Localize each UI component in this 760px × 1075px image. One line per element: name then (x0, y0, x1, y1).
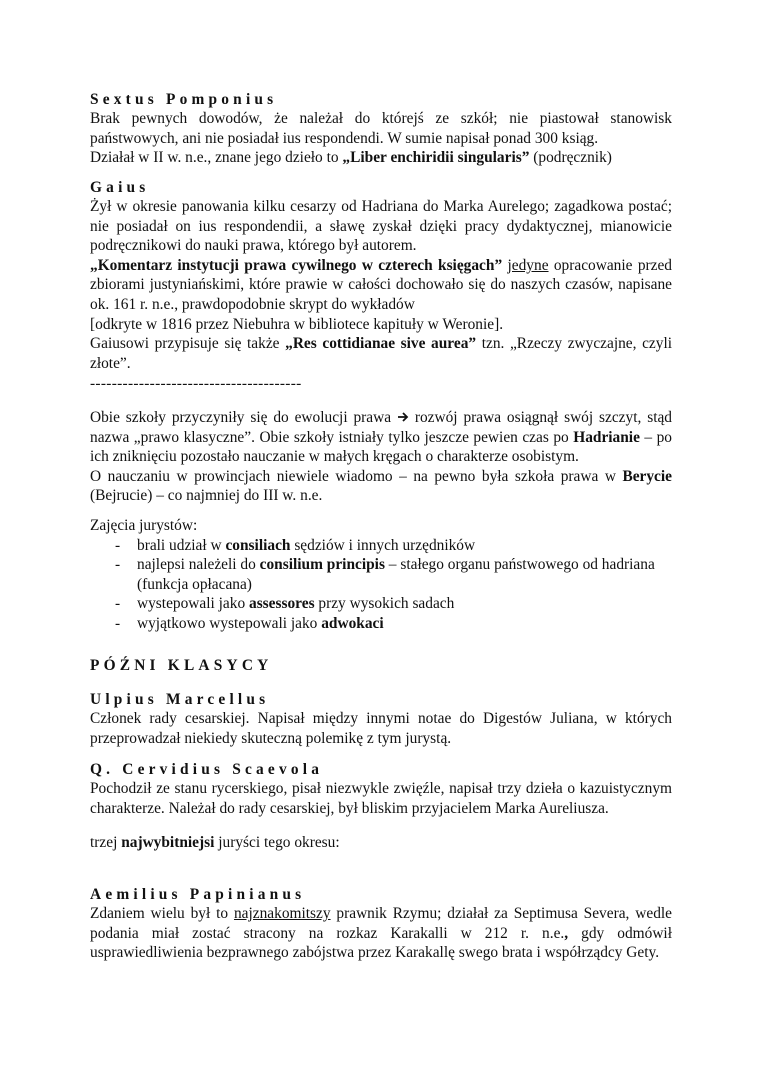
text: przy wysokich sadach (314, 595, 455, 613)
underlined-text: jedyne (507, 256, 549, 274)
text: Gaiusowi przypisuje się także (90, 335, 286, 353)
text: O nauczaniu w prowincjach niewiele wiadomo – na pewno była szkoła prawa w (90, 467, 623, 485)
underlined-text: najznakomitszy (233, 905, 331, 922)
dash-bullet: - (115, 536, 121, 554)
dash-bullet: - (115, 614, 121, 632)
duties-list (90, 536, 672, 634)
bold-text: consilium principis (259, 556, 385, 574)
bold-comma: , (564, 924, 569, 942)
bold-text: adwokaci (321, 614, 384, 632)
heading-scaevola: Q. Cervidius Scaevola (90, 761, 324, 778)
paragraph (90, 334, 672, 373)
work-title: „Liber enchiridii singularis” (342, 149, 530, 167)
paragraph: Pochodził ze stanu rycerskiego, pisał niezwykle zwięźle, napisał trzy dzieła o kazuistycznym charakterze. Należał do rady cesarskiej, był bliskim przyjacielem Marka Aureliusza. (90, 780, 672, 817)
text: wyjątkowo wystepowali jako (137, 614, 322, 632)
section-pomponius (90, 109, 672, 168)
text: opracowanie przed zbiorami justyniańskimi, które prawie w całości dochowało się do naszych czasów, napisane ok. 161 r. n.e., prawdopodobnie skrypt do wykładów (90, 256, 673, 313)
paragraph: Członek rady cesarskiej. Napisał między innymi notae do Digestów Juliana, w których przeprowadzał niekiedy skuteczną polemikę z tym jurystą. (90, 710, 672, 747)
text: Działał w II w. n.e., znane jego dzieło to (90, 149, 343, 167)
paragraph (90, 148, 672, 168)
section-gaius (90, 197, 672, 373)
paragraph (90, 408, 672, 467)
three-jurists-line (90, 833, 672, 853)
work-title: „Komentarz instytucji prawa cywilnego w czterech księgach” (90, 256, 503, 274)
text: tzn. „Rzeczy zwyczajne, czyli złote”. (90, 335, 673, 372)
text: Obie szkoły przyczyniły się do ewolucji prawa (90, 409, 397, 426)
list-intro: Zajęcia jurystów: (90, 517, 198, 534)
text: – stałego organu państwowego od hadriana (funkcja opłacana) (137, 556, 655, 593)
text: trzej (90, 834, 122, 851)
text: juryści tego okresu: (214, 834, 340, 851)
section-duties (90, 516, 672, 634)
section-schools (90, 408, 672, 506)
heading-papinianus: Aemilius Papinianus (90, 886, 306, 903)
list-item (90, 614, 672, 634)
text: prawnik Rzymu; działał za Septimusa Severa, wedle podania miał zostać stracony na rozkaz Karakalli w 212 r. n.e. (90, 905, 672, 942)
paragraph: Żył w okresie panowania kilku cesarzy od Hadriana do Marka Aurelego; zagadkowa postać; nie posiadał on ius respondendii, a sławę zyskał dzięki pracy dydaktycznej, mianowicie podręcznikowi do nauki prawa, którego był autorem. (90, 198, 672, 255)
text: sędziów i innych urzędników (290, 536, 476, 554)
dash-bullet: - (115, 595, 121, 613)
paragraph (90, 467, 672, 506)
text: (Bejrucie) – co najmniej do III w. n.e. (90, 487, 323, 505)
bold-text: Berycie (622, 467, 672, 485)
heading-pomponius: Sextus Pomponius (90, 91, 278, 108)
text: wystepowali jako (137, 595, 249, 613)
text: gdy odmówił usprawiedliwienia bezprawnego zabójstwa przez Karakallę swego brata i współrządcy Gety. (90, 924, 672, 962)
paragraph (90, 833, 672, 853)
text: rozwój prawa osiągnął swój szczyt, stąd nazwa „prawo klasyczne”. Obie szkoły istniały tylko jeszcze pewien czas po (90, 409, 672, 446)
heading-gaius: Gaius (90, 179, 150, 196)
bold-text: assessores (249, 595, 315, 613)
list-item (90, 594, 672, 614)
section-scaevola (90, 779, 672, 818)
heading-late-classics: PÓŹNI KLASYCY (90, 657, 273, 674)
right-arrow-icon (397, 411, 409, 423)
text: – po ich zniknięciu pozostało nauczanie w małych kręgach o charakterze osobistym. (90, 428, 673, 466)
section-papinianus (90, 904, 672, 963)
bold-text: Hadrianie (573, 428, 640, 446)
paragraph: Brak pewnych dowodów, że należał do którejś ze szkół; nie piastował stanowisk państwowych, ani nie posiadał ius respondendi. W sumie napisał ponad 300 ksiąg. (90, 110, 672, 147)
section-marcellus (90, 709, 672, 748)
work-title: „Res cottidianae sive aurea” (285, 335, 477, 353)
text: najlepsi należeli do (137, 556, 260, 574)
text: (podręcznik) (529, 149, 612, 167)
bold-text: consiliach (225, 536, 291, 554)
text: brali udział w (137, 536, 226, 554)
paragraph: [odkryte w 1816 przez Niebuhra w bibliotece kapituły w Weronie]. (90, 315, 504, 333)
paragraph (90, 256, 672, 315)
list-item (90, 536, 672, 556)
text: Zdaniem wielu był to (90, 905, 234, 922)
list-item (90, 555, 672, 594)
bold-text: najwybitniejsi (121, 834, 215, 851)
paragraph (90, 904, 672, 963)
heading-marcellus: Ulpius Marcellus (90, 691, 270, 708)
dash-bullet: - (115, 556, 121, 574)
separator-line: --------------------------------------- (90, 375, 302, 392)
